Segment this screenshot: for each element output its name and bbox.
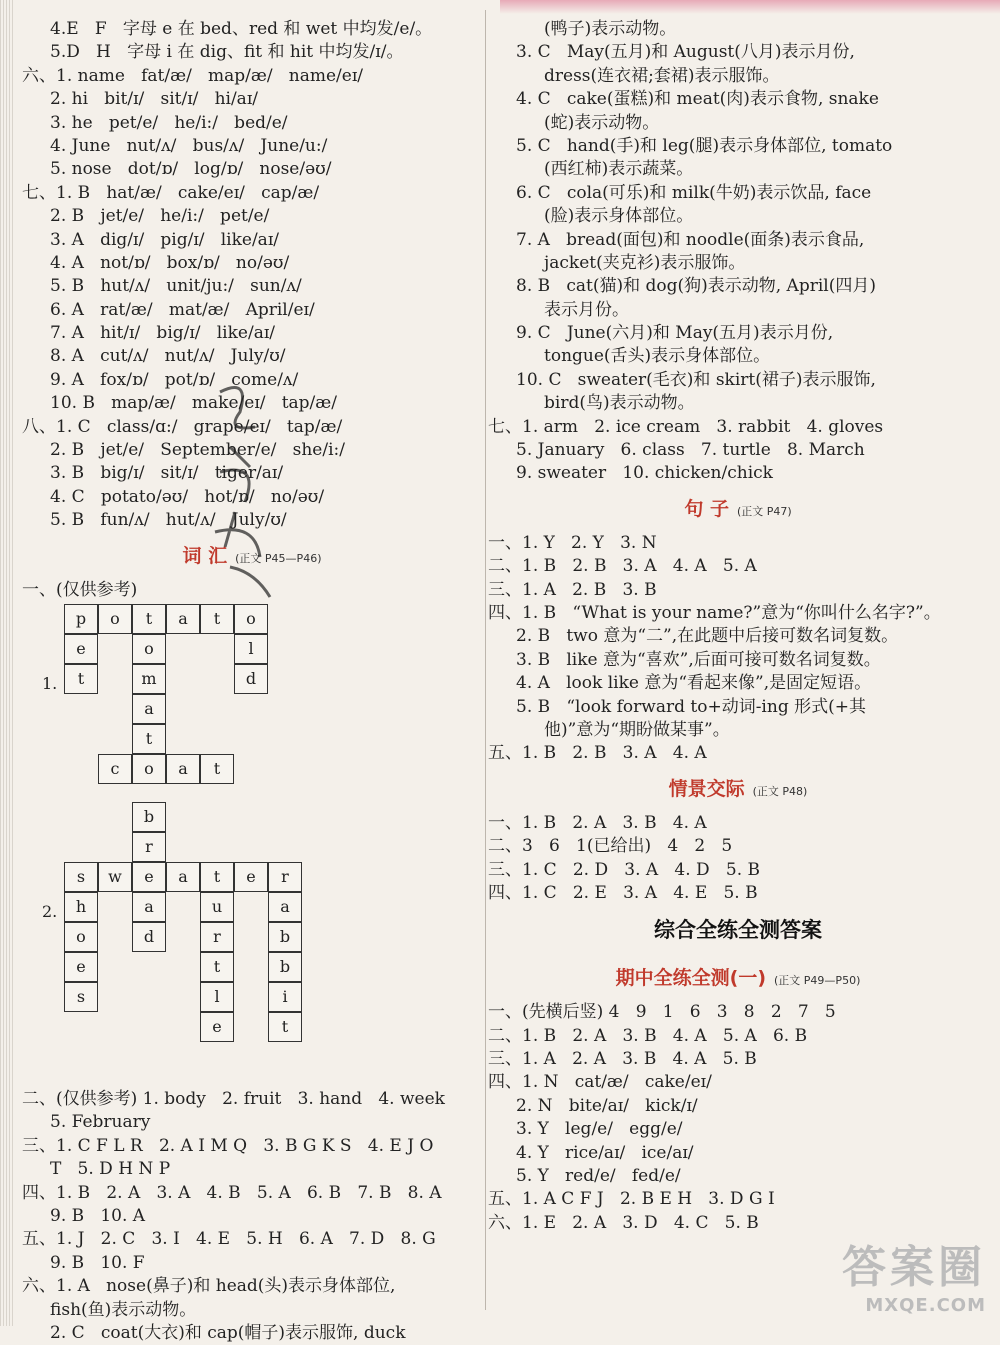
- right-answers-a: [488, 18, 988, 486]
- answer-line: 二、1. B 2. A 3. B 4. A 5. A 6. B: [488, 1025, 808, 1046]
- answer-line: 9. B 10. A: [50, 1205, 146, 1226]
- answer-line: 4. A not/ɒ/ box/ɒ/ no/əʊ/: [50, 252, 290, 273]
- answer-line: 5. B hut/ʌ/ unit/ju:/ sun/ʌ/: [50, 276, 302, 297]
- answer-line: dress(连衣裙;套裙)表示服饰。: [544, 65, 780, 86]
- answer-line: 表示月份。: [544, 299, 629, 320]
- answer-line: 9. A fox/ɒ/ pot/ɒ/ come/ʌ/: [50, 369, 299, 390]
- answer-line: 七、1. arm 2. ice cream 3. rabbit 4. gloves: [488, 416, 884, 437]
- answer-line: (脸)表示身体部位。: [544, 206, 694, 227]
- answer-line: 10. B map/æ/ make/eɪ/ tap/æ/: [50, 393, 337, 414]
- answer-line: 2. B two 意为“二”,在此题中后接可数名词复数。: [516, 626, 899, 647]
- answer-line: 八、1. C class/ɑ:/ grape/eɪ/ tap/æ/: [22, 416, 343, 437]
- crossword-cell: u: [200, 892, 234, 922]
- crossword-cell: i: [268, 982, 302, 1012]
- answer-line: 4. A look like 意为“看起来像”,是固定短语。: [516, 673, 872, 694]
- vocab-label: 一、(仅供参考): [22, 579, 138, 600]
- section-heading-midterm: 期中全练全测(一) (正文 P49—P50): [615, 967, 861, 990]
- crossword-cell: a: [132, 694, 166, 724]
- answer-line: 8. A cut/ʌ/ nut/ʌ/ July/ʊ/: [50, 346, 286, 367]
- crossword-cell: d: [234, 664, 268, 694]
- answer-line: jacket(夹克衫)表示服饰。: [544, 252, 746, 273]
- answer-line: 6. C cola(可乐)和 milk(牛奶)表示饮品, face: [516, 182, 872, 203]
- crossword-cell: o: [234, 604, 268, 634]
- answer-line: 二、1. B 2. B 3. A 4. A 5. A: [488, 556, 757, 577]
- answer-line: 四、1. B “What is your name?”意为“你叫什么名字?”。: [488, 602, 941, 623]
- crossword-cell: b: [268, 952, 302, 982]
- answer-line: 六、1. E 2. A 3. D 4. C 5. B: [488, 1212, 759, 1233]
- crossword-cell: t: [132, 604, 166, 634]
- answer-line: 3. A dig/ɪ/ pig/ɪ/ like/aɪ/: [50, 229, 279, 250]
- crossword-cell: w: [98, 862, 132, 892]
- answer-line: 4. C potato/əʊ/ hot/ɒ/ no/əʊ/: [50, 486, 325, 507]
- crossword-cell: b: [132, 802, 166, 832]
- crossword-cell: e: [234, 862, 268, 892]
- crossword-cell: s: [64, 862, 98, 892]
- answer-line: bird(鸟)表示动物。: [544, 393, 695, 414]
- answer-line: (鸭子)表示动物。: [544, 19, 677, 39]
- answer-line: 一、1. Y 2. Y 3. N: [488, 532, 657, 553]
- answer-line: 五、1. A C F J 2. B E H 3. D G I: [488, 1189, 775, 1210]
- left-column: [22, 18, 482, 1345]
- left-answers-b: [22, 1088, 482, 1345]
- crossword-cell: r: [268, 862, 302, 892]
- answer-line: 3. Y leg/e/ egg/e/: [516, 1119, 683, 1140]
- crossword-cell: o: [132, 754, 166, 784]
- puzzle-number-2: 2.: [42, 901, 58, 921]
- answer-line: 3. B big/ɪ/ sit/ɪ/ tiger/aɪ/: [50, 463, 284, 484]
- answer-line: 5. February: [50, 1112, 151, 1133]
- answer-line: 四、1. N cat/æ/ cake/eɪ/: [488, 1072, 712, 1093]
- answer-line: 3. he pet/e/ he/i:/ bed/e/: [50, 112, 288, 133]
- crossword-cell: m: [132, 664, 166, 694]
- crossword-cell: t: [64, 664, 98, 694]
- right-column: [488, 18, 988, 1235]
- page-edge: [0, 0, 14, 1326]
- crossword-cell: t: [132, 724, 166, 754]
- answer-line: 一、(先横后竖) 4 9 1 6 3 8 2 7 5: [488, 1002, 836, 1023]
- crossword-area: [22, 602, 482, 1088]
- crossword-cell: a: [132, 892, 166, 922]
- right-answers-c: [488, 812, 988, 906]
- answer-line: 五、1. J 2. C 3. I 4. E 5. H 6. A 7. D 8. G: [22, 1229, 436, 1250]
- crossword-cell: l: [234, 634, 268, 664]
- answer-line: 二、(仅供参考) 1. body 2. fruit 3. hand 4. week: [22, 1088, 445, 1109]
- crossword-cell: t: [200, 862, 234, 892]
- handwriting-mark: [200, 372, 280, 602]
- answer-line: 8. B cat(猫)和 dog(狗)表示动物, April(四月): [516, 276, 876, 297]
- answer-line: (西红柿)表示蔬菜。: [544, 159, 694, 180]
- answer-line: 2. B jet/e/ September/e/ she/i:/: [50, 440, 345, 461]
- section-heading-scene: 情景交际 (正文 P48): [668, 777, 808, 800]
- crossword-cell: t: [200, 754, 234, 784]
- crossword-cell: a: [166, 862, 200, 892]
- section-heading-sentence: 句 子 (正文 P47): [684, 497, 792, 520]
- section-heading-vocab: 词 汇 (正文 P45—P46): [182, 544, 322, 567]
- answer-line: T 5. D H N P: [50, 1159, 171, 1180]
- answer-line: 9. B 10. F: [50, 1252, 145, 1273]
- crossword-cell: p: [64, 604, 98, 634]
- answer-line: 5. B “look forward to+动词-ing 形式(+其: [516, 696, 866, 717]
- answer-line: 六、1. A nose(鼻子)和 head(头)表示身体部位,: [22, 1276, 396, 1297]
- top-decoration: [500, 0, 1000, 14]
- answer-line: 二、3 6 1(已给出) 4 2 5: [488, 836, 733, 857]
- crossword-cell: e: [64, 634, 98, 664]
- crossword-cell: l: [200, 982, 234, 1012]
- answer-line: 三、1. A 2. A 3. B 4. A 5. B: [488, 1049, 757, 1070]
- column-divider: [485, 10, 486, 1310]
- answer-line: 7. A bread(面包)和 noodle(面条)表示食品,: [516, 229, 865, 250]
- answer-line: 9. sweater 10. chicken/chick: [516, 463, 773, 484]
- answer-line: 三、1. C 2. D 3. A 4. D 5. B: [488, 859, 760, 880]
- right-answers-d: [488, 1001, 988, 1235]
- crossword-cell: t: [200, 952, 234, 982]
- answer-line: 5. C hand(手)和 leg(腿)表示身体部位, tomato: [516, 135, 893, 156]
- answer-line: 5. nose dot/ɒ/ log/ɒ/ nose/əʊ/: [50, 159, 332, 180]
- crossword-cell: e: [200, 1012, 234, 1042]
- answer-line: 3. B like 意为“喜欢”,后面可接可数名词复数。: [516, 649, 881, 670]
- answer-line: 三、1. A 2. B 3. B: [488, 579, 657, 600]
- answer-line: 5. Y red/e/ fed/e/: [516, 1166, 681, 1187]
- answer-line: 4. June nut/ʌ/ bus/ʌ/ June/u:/: [50, 135, 328, 156]
- crossword-cell: a: [268, 892, 302, 922]
- crossword-cell: c: [98, 754, 132, 784]
- answer-line: 2. B jet/e/ he/i:/ pet/e/: [50, 206, 270, 227]
- answer-line: 5.D H 字母 i 在 dig、fit 和 hit 中均发/ɪ/。: [50, 42, 404, 63]
- main-title: 综合全练全测答案: [654, 918, 822, 943]
- crossword-cell: o: [132, 634, 166, 664]
- crossword-cell: d: [132, 922, 166, 952]
- answer-line: 四、1. C 2. E 3. A 4. E 5. B: [488, 882, 758, 903]
- answer-line: 10. C sweater(毛衣)和 skirt(裙子)表示服饰,: [516, 369, 876, 390]
- answer-line: 4.E F 字母 e 在 bed、red 和 wet 中均发/e/。: [50, 19, 433, 39]
- answer-line: 4. Y rice/aɪ/ ice/aɪ/: [516, 1142, 694, 1163]
- answer-line: (蛇)表示动物。: [544, 112, 660, 133]
- crossword-cell: t: [268, 1012, 302, 1042]
- answer-line: 五、1. B 2. B 3. A 4. A: [488, 743, 707, 764]
- answer-line: 9. C June(六月)和 May(五月)表示月份,: [516, 323, 834, 344]
- watermark: 答案圈 MXQE.COM: [842, 1242, 986, 1316]
- puzzle-number-1: 1.: [42, 673, 58, 693]
- answer-line: 他)”意为“期盼做某事”。: [544, 719, 730, 740]
- right-answers-b: [488, 532, 988, 766]
- answer-line: 2. hi bit/ɪ/ sit/ɪ/ hi/aɪ/: [50, 89, 258, 110]
- crossword-cell: a: [166, 754, 200, 784]
- answer-line: 三、1. C F L R 2. A I M Q 3. B G K S 4. E J O: [22, 1135, 434, 1156]
- answer-line: 6. A rat/æ/ mat/æ/ April/eɪ/: [50, 299, 315, 320]
- answer-line: 5. January 6. class 7. turtle 8. March: [516, 440, 865, 461]
- answer-line: 一、1. B 2. A 3. B 4. A: [488, 812, 707, 833]
- answer-line: 四、1. B 2. A 3. A 4. B 5. A 6. B 7. B 8. A: [22, 1182, 442, 1203]
- answer-line: 4. C cake(蛋糕)和 meat(肉)表示食物, snake: [516, 89, 879, 110]
- answer-line: 7. A hit/ɪ/ big/ɪ/ like/aɪ/: [50, 323, 276, 344]
- crossword-cell: r: [132, 832, 166, 862]
- answer-line: 5. B fun/ʌ/ hut/ʌ/ July/ʊ/: [50, 510, 287, 531]
- answer-line: 七、1. B hat/æ/ cake/eɪ/ cap/æ/: [22, 182, 320, 203]
- crossword-cell: h: [64, 892, 98, 922]
- answer-line: fish(鱼)表示动物。: [50, 1299, 197, 1320]
- answer-line: 3. C May(五月)和 August(八月)表示月份,: [516, 42, 855, 63]
- answer-line: 2. C coat(大衣)和 cap(帽子)表示服饰, duck: [50, 1322, 406, 1343]
- crossword-cell: b: [268, 922, 302, 952]
- answer-line: 2. N bite/aɪ/ kick/ɪ/: [516, 1095, 698, 1116]
- answer-line: 六、1. name fat/æ/ map/æ/ name/eɪ/: [22, 65, 364, 86]
- crossword-cell: s: [64, 982, 98, 1012]
- crossword-cell: a: [166, 604, 200, 634]
- crossword-cell: o: [98, 604, 132, 634]
- crossword-cell: o: [64, 922, 98, 952]
- crossword-cell: r: [200, 922, 234, 952]
- crossword-cell: t: [200, 604, 234, 634]
- answer-line: tongue(舌头)表示身体部位。: [544, 346, 771, 367]
- crossword-cell: e: [132, 862, 166, 892]
- crossword-cell: e: [64, 952, 98, 982]
